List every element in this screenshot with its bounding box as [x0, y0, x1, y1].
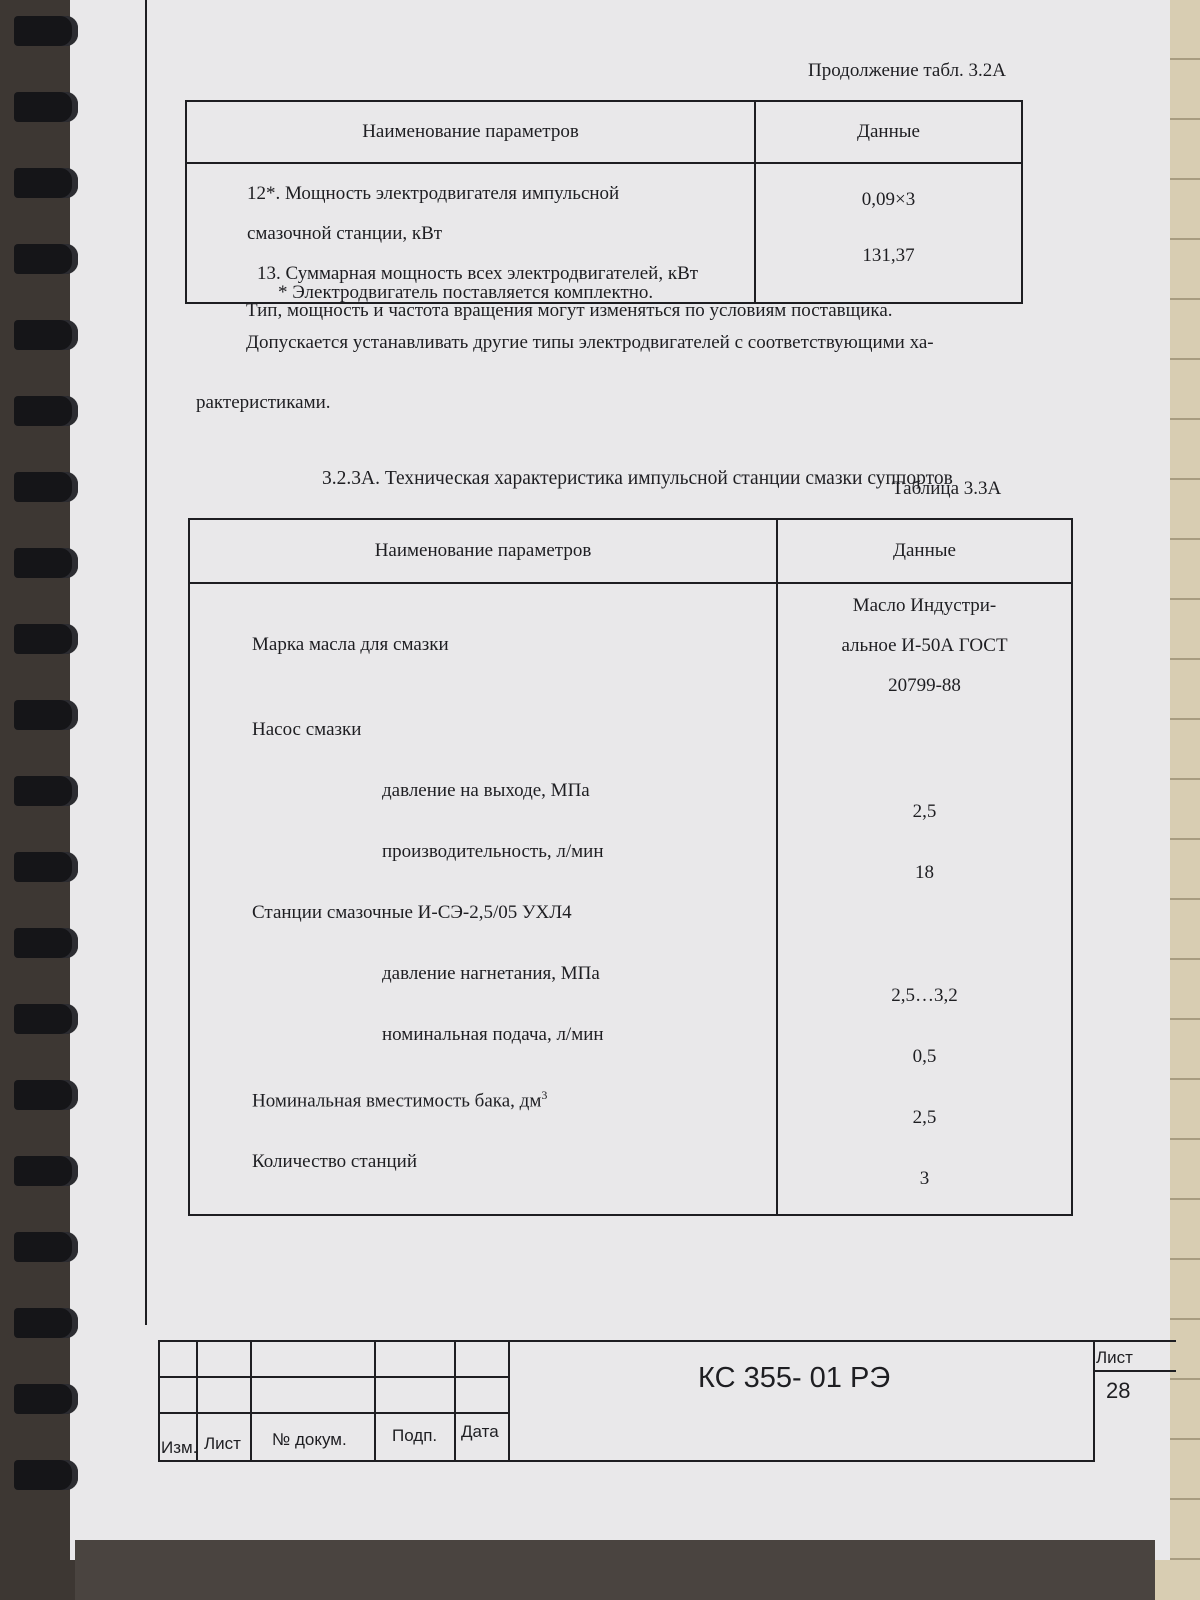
tank-unit-superscript: 3	[541, 1088, 548, 1102]
binding-ring	[14, 1308, 78, 1338]
frame-left-border	[145, 0, 147, 1325]
binding-ring	[14, 852, 78, 882]
table2-values-column	[777, 583, 1072, 1215]
page-edge-shadow	[75, 1540, 1155, 1600]
tb-vline-3	[374, 1340, 376, 1462]
tb-vline-6	[1093, 1340, 1095, 1462]
title-block	[158, 1340, 1176, 1464]
note-line-4: рактеристиками.	[196, 392, 331, 413]
tb-col-date: Дата	[461, 1422, 499, 1441]
table1-row2-param: 13. Суммарная мощность всех электродвигателей, кВт	[257, 263, 699, 284]
tb-vline-4	[454, 1340, 456, 1462]
oil-brand-label: Марка масла для смазки	[252, 634, 449, 655]
continuation-caption: Продолжение табл. 3.2А	[808, 60, 1007, 81]
table-3-2a-continuation	[185, 100, 1023, 304]
tank-capacity-label: Номинальная вместимость бака, $дм^3$	[252, 1088, 548, 1112]
binding-ring	[14, 244, 78, 274]
oil-brand-value-l2: альное И-50А ГОСТ	[841, 635, 1008, 656]
table2-header-param: Наименование параметров	[189, 519, 777, 583]
stations-feed-value: 0,5	[912, 1046, 937, 1067]
binding-ring	[14, 16, 78, 46]
stations-count-value: 3	[919, 1168, 930, 1189]
binding-ring	[14, 1384, 78, 1414]
stations-pressure-value: 2,5…3,2	[891, 985, 958, 1006]
table2-header-data: Данные	[777, 519, 1072, 583]
stations-count-label: Количество станций	[252, 1151, 417, 1173]
note-line-3: Допускается устанавливать другие типы электродвигателей с соответствующими ха-	[246, 332, 934, 353]
section-heading: 3.2.3А. Техническая характеристика импульсной станции смазки суппортов	[322, 468, 953, 489]
table1-header-data: Данные	[755, 101, 1022, 163]
table-3-3a-label: Таблица 3.3А	[892, 478, 1002, 499]
tb-vline-0	[158, 1340, 160, 1462]
binding-ring	[14, 928, 78, 958]
table1-header-param: Наименование параметров	[186, 101, 755, 163]
binding-ring	[14, 396, 78, 426]
tb-col-doc: № докум.	[272, 1430, 347, 1449]
binding-ring	[14, 92, 78, 122]
tb-col-izm: Изм.	[161, 1438, 198, 1457]
table1-row1-value: 0,09×3	[861, 189, 916, 210]
sheet-number: 28	[1106, 1378, 1131, 1403]
note-line-2: Тип, мощность и частота вращения могут изменяться по условиям поставщика.	[246, 300, 893, 321]
sheet-label: Лист	[1096, 1348, 1133, 1367]
tank-capacity-value: 2,5	[912, 1107, 937, 1128]
tb-bottom-line	[158, 1460, 1093, 1462]
tb-sheet-divider	[1093, 1370, 1176, 1372]
table1-row2-value: 131,37	[862, 245, 915, 266]
binding-ring	[14, 168, 78, 198]
tb-vline-2	[250, 1340, 252, 1462]
table1-row1-param-l1: 12*. Мощность электродвигателя импульсной	[247, 183, 620, 204]
binding-ring	[14, 1004, 78, 1034]
document-number: КС 355- 01 РЭ	[698, 1362, 891, 1394]
table1-row-values	[755, 163, 1022, 303]
binding-ring	[14, 1080, 78, 1110]
binding-ring	[14, 700, 78, 730]
pump-capacity-value: 18	[915, 862, 934, 883]
pump-capacity-label: производительность, л/мин	[382, 841, 604, 862]
pump-pressure-value: 2,5	[912, 801, 937, 822]
tb-col-list: Лист	[204, 1434, 241, 1453]
binding-ring	[14, 320, 78, 350]
footnote: * Электродвигатель поставляется комплектно.	[278, 282, 654, 303]
oil-brand-value-l3: 20799-88	[888, 675, 961, 696]
spiral-binding	[14, 10, 84, 1570]
tb-vline-5	[508, 1340, 510, 1462]
stations-pressure-label: давление нагнетания, МПа	[382, 963, 600, 984]
tb-top-line	[158, 1340, 1176, 1342]
pump-label: Насос смазки	[252, 719, 362, 740]
stations-feed-label: номинальная подача, л/мин	[382, 1024, 604, 1045]
binding-ring	[14, 1232, 78, 1262]
stations-label: Станции смазочные И-СЭ-2,5/05 УХЛ4	[252, 902, 572, 923]
table2-params-column	[189, 583, 777, 1215]
table-3-3a	[188, 518, 1073, 1216]
binding-ring	[14, 472, 78, 502]
binding-ring	[14, 1156, 78, 1186]
oil-brand-value-l1: Масло Индустри-	[852, 595, 997, 616]
tb-col-podp: Подп.	[392, 1426, 438, 1445]
binding-ring	[14, 624, 78, 654]
pump-pressure-label: давление на выходе, МПа	[382, 780, 590, 801]
binding-ring	[14, 548, 78, 578]
binding-ring	[14, 1460, 78, 1490]
binding-ring	[14, 776, 78, 806]
table1-row1-param-l2: смазочной станции, кВт	[247, 223, 443, 244]
